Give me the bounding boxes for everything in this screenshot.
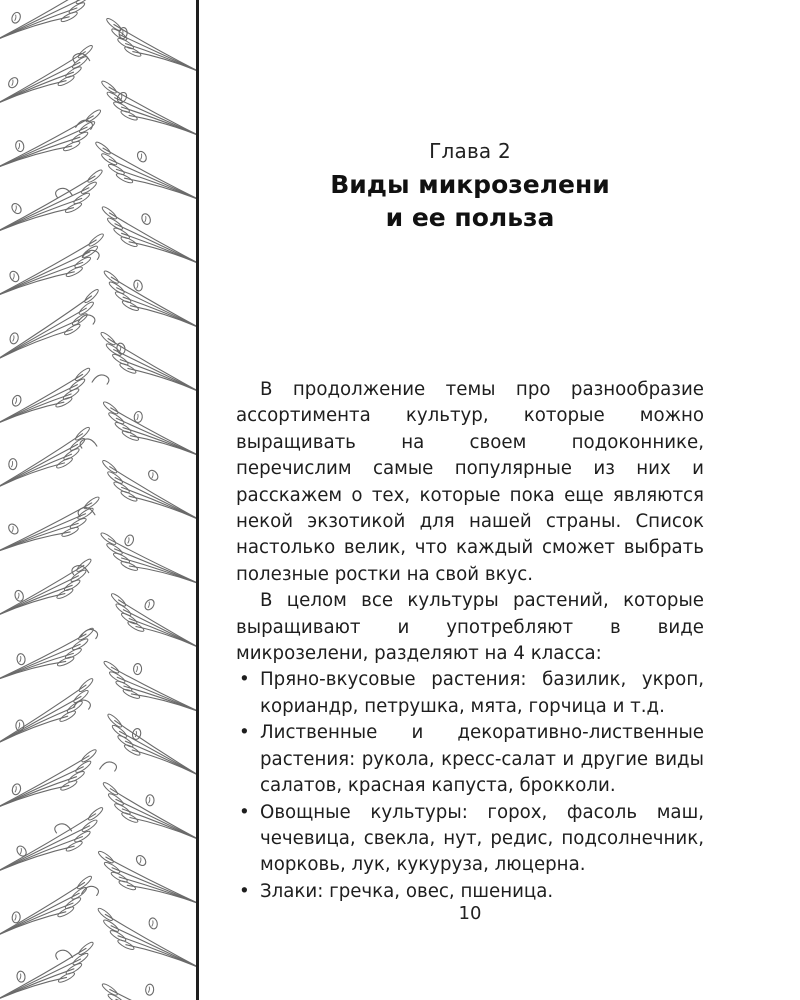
bullet-icon: • [239,722,250,744]
paragraph-intro: В продолжение темы про разнообразие ассортимента культур, которые можно выращивать на своем подоконнике, перечислим самые популярные из них и расскажем о тех, которые пока еще являются некой экзотикой для нашей страны. Список настолько велик, что каждый сможет выбрать полезные ростки на свой вкус. [236,379,704,585]
class-list [236,667,704,905]
list-item-text: Лиственные и декоративно-лиственные растения: рукола, кресс-салат и другие виды салатов, красная капуста, брокколи. [260,722,704,797]
chapter-label: Глава 2 [429,139,511,163]
chapter-title [200,168,740,234]
page-divider [196,0,199,1000]
chapter-title-line-2: и ее польза [385,203,555,232]
sprout-pattern-sidebar [0,0,196,1000]
page-number: 10 [458,903,482,924]
list-item [236,667,704,720]
list-item [236,879,704,905]
sprout-pattern-icon [0,0,196,1000]
list-item [236,720,704,799]
list-item-text: Овощные культуры: горох, фасоль маш, чечевица, свекла, нут, редис, подсолнечник, морковь, лук, кукуруза, люцерна. [260,801,704,876]
paragraph-classes: В целом все культуры растений, которые выращивают и употребляют в виде микрозелени, разделяют на 4 класса: [236,590,704,665]
list-item-text: Пряно-вкусовые растения: базилик, укроп, кориандр, петрушка, мята, горчица и т.д. [260,669,704,717]
bullet-icon: • [239,880,250,902]
list-item-text: Злаки: гречка, овес, пшеница. [260,880,554,902]
body-text [236,377,704,905]
list-item [236,800,704,879]
chapter-title-line-1: Виды микрозелени [330,170,610,199]
bullet-icon: • [239,669,250,691]
bullet-icon: • [239,801,250,823]
